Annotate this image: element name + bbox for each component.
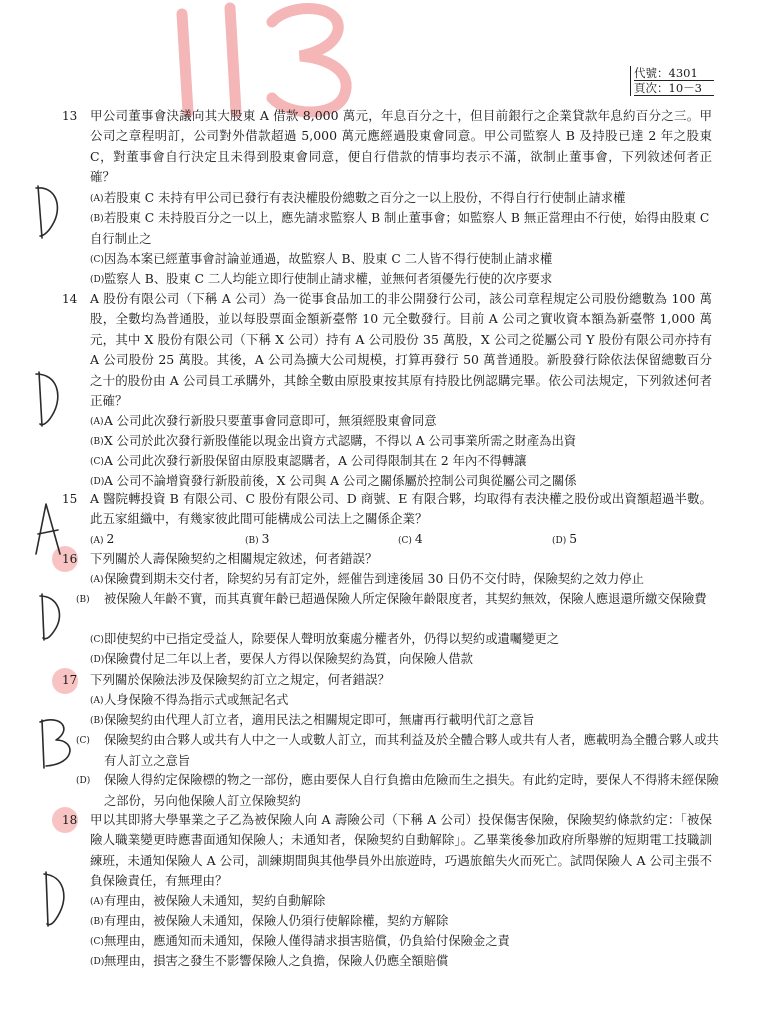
handwritten-answer-14 bbox=[30, 366, 64, 432]
exam-code-box bbox=[630, 66, 714, 96]
question-number: 15 bbox=[62, 492, 78, 506]
option-d: (D)A 公司不論增資發行新股前後，X 公司與 A 公司之關係屬於控制公司與從屬公司之關係 bbox=[90, 474, 577, 488]
question-number: 18 bbox=[62, 813, 78, 827]
option-b: (B)有理由，被保險人未通知，保險人仍須行使解除權，契約方解除 bbox=[90, 914, 449, 928]
option-c: (C)A 公司此次發行新股保留由原股東認購者，A 公司得限制其在 2 年內不得轉讓 bbox=[90, 454, 527, 468]
question-number: 17 bbox=[62, 673, 78, 687]
question-stem: 下列關於保險法涉及保險契約訂立之規定，何者錯誤？ bbox=[90, 672, 391, 687]
option-a: (A)人身保險不得為指示式或無記名式 bbox=[90, 693, 289, 707]
option-d: (D) 保險人得約定保險標的物之一部份，應由要保人自行負擔由危險而生之損失。有此約定時，要保人不得將未經保險之部份，另向他保險人訂立保險契約 bbox=[76, 773, 719, 809]
handwritten-answer-16 bbox=[34, 588, 68, 644]
exam-code: 代號：4301 bbox=[634, 66, 714, 81]
question-stem: A 醫院轉投資 B 有限公司、C 股份有限公司、D 商號、E 有限合夥，均取得有表決權之股份或出資額超過半數。此五家組織中，有幾家彼此間可能構成公司法上之關係企業？ bbox=[90, 491, 712, 527]
option-a: (A)A 公司此次發行新股只要董事會同意即可，無須經股東會同意 bbox=[90, 414, 437, 428]
option-c: (C)因為本案已經董事會討論並通過，故監察人 B、股東 C 二人皆不得行使制止請求權 bbox=[90, 252, 553, 266]
option-a: (A)有理由，被保險人未通知，契約自動解除 bbox=[90, 894, 326, 908]
option-d: (D)監察人 B、股東 C 二人均能立即行使制止請求權，並無何者須優先行使的次序要求 bbox=[90, 272, 553, 286]
option-b: (B)若股東 C 未持股百分之一以上，應先請求監察人 B 制止董事會；如監察人 B 無正當理由不行使，始得由股東 C 自行制止之 bbox=[90, 211, 710, 247]
watermark-113 bbox=[160, 0, 360, 118]
handwritten-answer-18 bbox=[38, 866, 70, 930]
option-a: (A)保險費到期未交付者，除契約另有訂定外，經催告到達後屆 30 日仍不交付時，保險契約之效力停止 bbox=[90, 572, 644, 586]
question-number: 14 bbox=[62, 292, 78, 306]
option-c: (C)無理由，應通知而未通知，保險人僅得請求損害賠償，仍負給付保險金之責 bbox=[90, 934, 510, 948]
option-d: (D) 5 bbox=[552, 532, 578, 546]
option-b: (B) 3 bbox=[245, 532, 270, 546]
option-c: (C)即使契約中已指定受益人，除要保人聲明放棄處分權者外，仍得以契約或遺囑變更之 bbox=[90, 632, 559, 646]
handwritten-answer-15 bbox=[30, 498, 66, 558]
option-d: (D)無理由，損害之發生不影響保險人之負擔，保險人仍應全額賠償 bbox=[90, 954, 449, 968]
option-c: (C) 保險契約由合夥人或共有人中之一人或數人訂立，而其利益及於全體合夥人或共有人者，應載明為全體合夥人或共有人訂立之意旨 bbox=[76, 733, 719, 769]
question-stem: A 股份有限公司（下稱 A 公司）為一從事食品加工的非公開發行公司，該公司章程規定公司股份總數為 100 萬股，全數均為普通股，並以每股票面金額新臺幣 10 元全數發行。目前 A 公司之實收資本額為新臺幣 1,000 萬元，其中 X 股份有限公司（下稱 X 公司）持有 A 公司股份 35 萬股，X 公司之從屬公司 Y 股份有限公司亦持有 A 公司股份 25 萬股。其後，A 公司為擴大公司規模，打算再發行 50 萬普通股。新股發行除依法保留總數百分之十的股份由 A 公司員工承購外，其餘全數由原股東按其原有持股比例認購完畢。依公司法規定，下列敘述何者正確？ bbox=[90, 291, 712, 409]
option-a: (A)若股東 C 未持有甲公司已發行有表決權股份總數之百分之一以上股份，不得自行行使制止請求權 bbox=[90, 191, 626, 205]
option-b: (B) 被保險人年齡不實，而其真實年齡已超過保險人所定保險年齡限度者，其契約無效，保險人應退還所繳交保險費 bbox=[76, 592, 707, 606]
handwritten-answer-13 bbox=[30, 180, 64, 242]
page-number: 頁次：10－3 bbox=[634, 81, 714, 96]
question-stem: 甲公司董事會決議向其大股東 A 借款 8,000 萬元，年息百分之十，但目前銀行之企業貸款年息約百分之三。甲公司之章程明訂，公司對外借款超過 5,000 萬元應經過股東會同意。甲公司監察人 B 及持股已達 2 年之股東 C，對董事會自行決定且未得到股東會同意，便自行借款的情事均表示不滿，欲制止董事會，下列敘述何者正確？ bbox=[90, 108, 712, 185]
question-number: 16 bbox=[62, 552, 78, 566]
option-b: (B)X 公司於此次發行新股僅能以現金出資方式認購，不得以 A 公司事業所需之財產為出資 bbox=[90, 434, 577, 448]
option-a: (A) 2 bbox=[90, 532, 115, 546]
question-stem: 甲以其即將大學畢業之子乙為被保險人向 A 壽險公司（下稱 A 公司）投保傷害保險，保險契約條款約定：「被保險人職業變更時應書面通知保險人；未通知者，保險契約自動解除」。乙畢業後參加政府所舉辦的短期電工技職訓練班，未通知保險人 A 公司，訓練期間與其他學員外出旅遊時，巧遇旅館失火而死亡。試問保險人 A 公司主張不負保險責任，有無理由？ bbox=[90, 812, 712, 889]
question-number: 13 bbox=[62, 109, 78, 123]
handwritten-answer-17 bbox=[32, 712, 78, 772]
option-b: (B)保險契約由代理人訂立者，適用民法之相關規定即可，無庸再行載明代訂之意旨 bbox=[90, 713, 535, 727]
question-stem: 下列關於人壽保險契約之相關規定敘述，何者錯誤？ bbox=[90, 551, 378, 566]
option-c: (C) 4 bbox=[398, 532, 423, 546]
option-d: (D)保險費付足二年以上者，要保人方得以保險契約為質，向保險人借款 bbox=[90, 652, 473, 666]
